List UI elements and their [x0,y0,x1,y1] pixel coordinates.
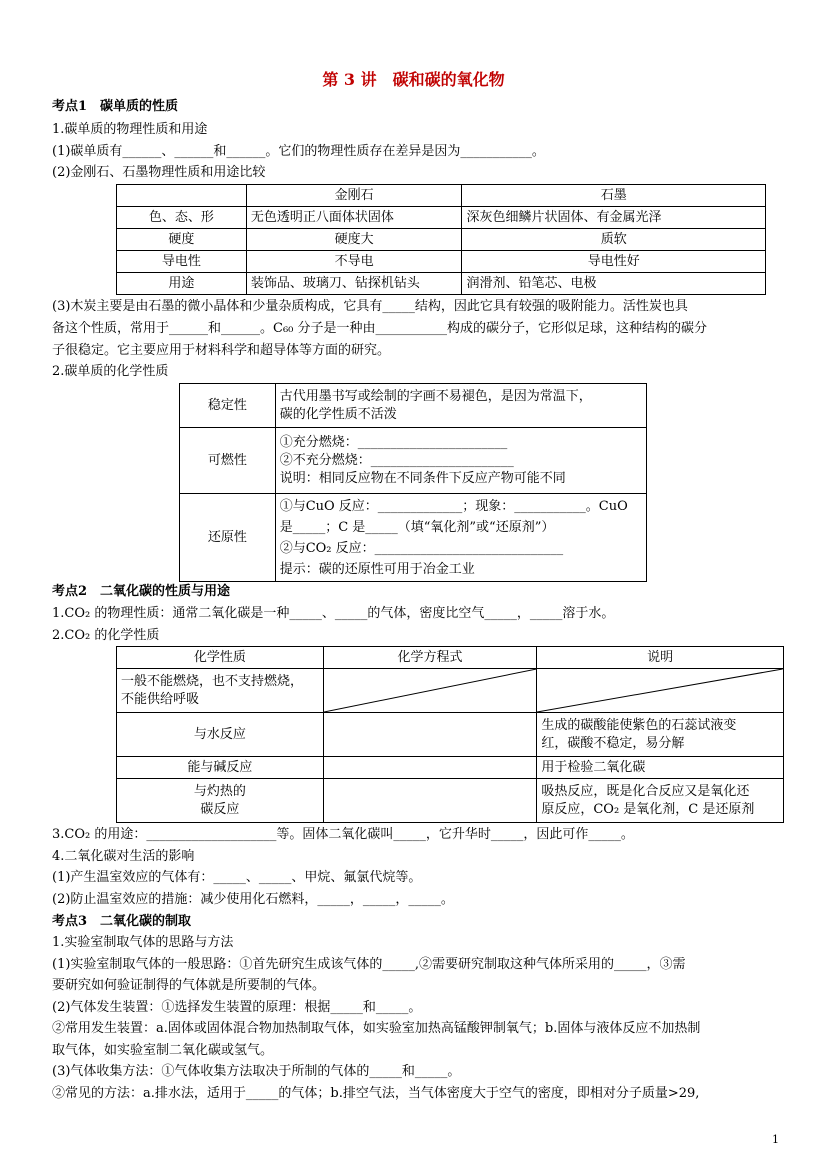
cell-line: 说明：相同反应物在不同条件下反应产物可能不同 [279,470,566,486]
page-title: 第 3 讲 碳和碳的氧化物 [322,70,505,89]
diagonal-line [324,669,537,712]
table-cell: 装饰品、玻璃刀、钻探机钻头 [246,273,462,295]
cell-line: 是_____；C 是_____（填“氧化剂”或“还原剂”） [279,519,555,535]
paragraph: (1)碳单质有______、______和______。它们的物理性质存在差异是因为___________。 [52,144,545,159]
table-cell: 金刚石 [246,185,462,207]
diamond-graphite-table [116,184,766,295]
table-cell [323,713,537,757]
cell-line: 不能供给呼吸 [121,691,200,707]
table-cell: 无色透明正八面体状固体 [246,207,462,229]
table-cell: 说明 [537,647,784,669]
table-cell: 质软 [462,229,766,251]
table-cell [275,384,646,428]
table-cell: 能与碱反应 [117,757,324,779]
cell-line: 碳的化学性质不活泼 [279,406,397,422]
paragraph: 4.二氧化碳对生活的影响 [52,849,195,864]
table-cell: 润滑剂、铅笔芯、电极 [462,273,766,295]
table-cell: 用于检验二氧化碳 [537,757,784,779]
paragraph: (1)实验室制取气体的一般思路：①首先研究生成该气体的_____,②需要研究制取这种气体所采用的_____，③需 [52,957,686,972]
cell-line: 一般不能燃烧，也不支持燃烧， [121,673,304,689]
paragraph: 子很稳定。它主要应用于材料科学和超导体等方面的研究。 [52,343,391,358]
table-cell: 色、态、形 [117,207,247,229]
table-cell [537,713,784,757]
paragraph: ②常见的方法：a.排水法，适用于_____的气体；b.排空气法，当气体密度大于空气的密度，即相对分子质量>29, [52,1086,700,1101]
cell-line: 古代用墨书写或绘制的字画不易褪色，是因为常温下， [279,388,592,404]
cell-line: ②与CO₂ 反应：_____________________________ [279,540,564,556]
paragraph: (3)气体收集方法：①气体收集方法取决于所制的气体的_____和_____。 [52,1064,461,1079]
paragraph: 1.实验室制取气体的思路与方法 [52,935,234,950]
cell-line: 碳反应 [200,801,240,817]
cell-line: 提示：碳的还原性可用于冶金工业 [279,561,475,577]
cell-line: ②不充分燃烧：______________________ [279,452,514,468]
cell-line: ①与CuO 反应：_____________；现象：___________。CuO [279,498,628,514]
cell-line: 生成的碳酸能使紫色的石蕊试液变 [541,717,737,733]
paragraph: (3)木炭主要是由石墨的微小晶体和少量杂质构成，它具有_____结构，因此它具有较强的吸附能力。活性炭也具 [52,299,688,314]
paragraph: 2.CO₂ 的化学性质 [52,628,160,643]
table-cell: 还原性 [180,494,276,582]
diagonal-line [537,669,783,712]
cell-line: 红，碳酸不稳定，易分解 [541,735,685,751]
table-cell: 与水反应 [117,713,324,757]
paragraph: ②常用发生装置：a.固体或固体混合物加热制取气体，如实验室加热高锰酸钾制氧气；b.固体与液体反应不加热制 [52,1021,701,1036]
table-cell: 硬度 [117,229,247,251]
cell-line: ①充分燃烧：_______________________ [279,434,508,450]
table-cell: 化学性质 [117,647,324,669]
cell-line: 原反应，CO₂ 是氧化剂，C 是还原剂 [541,801,755,817]
table-cell [117,185,247,207]
table-cell [537,779,784,823]
table-cell [117,669,324,713]
table-cell: 稳定性 [180,384,276,428]
section-heading-3: 考点3 二氧化碳的制取 [52,914,192,929]
cell-line: 吸热反应，既是化合反应又是氧化还 [541,783,750,799]
section-heading-2: 考点2 二氧化碳的性质与用途 [52,584,231,599]
paragraph: 1.CO₂ 的物理性质：通常二氧化碳是一种_____、_____的气体，密度比空气_____，_____溶于水。 [52,606,615,621]
paragraph: 1.碳单质的物理性质和用途 [52,122,208,137]
paragraph: 2.碳单质的化学性质 [52,364,169,379]
paragraph: (2)防止温室效应的措施：减少使用化石燃料，_____，_____，_____。 [52,892,454,907]
table-cell [117,779,324,823]
paragraph: 取气体，如实验室制二氧化碳或氢气。 [52,1043,274,1058]
table-cell: 可燃性 [180,428,276,494]
table-cell: 石墨 [462,185,766,207]
paragraph: 3.CO₂ 的用途：____________________等。固体二氧化碳叫_____，它升华时_____，因此可作_____。 [52,827,634,842]
table-cell: 用途 [117,273,247,295]
cell-line: 与灼热的 [193,783,246,799]
diagonal-cell [323,669,537,713]
page-number: 1 [772,1133,779,1146]
paragraph: 要研究如何验证制得的气体就是所要制的气体。 [52,978,326,993]
diagonal-cell [537,669,784,713]
paragraph: (2)金刚石、石墨物理性质和用途比较 [52,165,266,180]
table-cell [323,757,537,779]
table-cell: 导电性 [117,251,247,273]
carbon-chemistry-table [179,383,647,582]
table-cell: 不导电 [246,251,462,273]
section-heading-1: 考点1 碳单质的性质 [52,99,179,114]
paragraph: 备这个性质，常用于______和______。C₆₀ 分子是一种由___________构成的碳分子，它形似足球，这种结构的碳分 [52,321,708,336]
table-cell [275,494,646,582]
co2-chemistry-table [116,646,784,823]
table-cell: 化学方程式 [323,647,537,669]
table-cell [275,428,646,494]
paragraph: (2)气体发生装置：①选择发生装置的原理：根据_____和_____。 [52,1000,422,1015]
table-cell: 导电性好 [462,251,766,273]
table-cell: 硬度大 [246,229,462,251]
table-cell [323,779,537,823]
table-cell: 深灰色细鳞片状固体、有金属光泽 [462,207,766,229]
paragraph: (1)产生温室效应的气体有：_____、_____、甲烷、氟氯代烷等。 [52,870,422,885]
